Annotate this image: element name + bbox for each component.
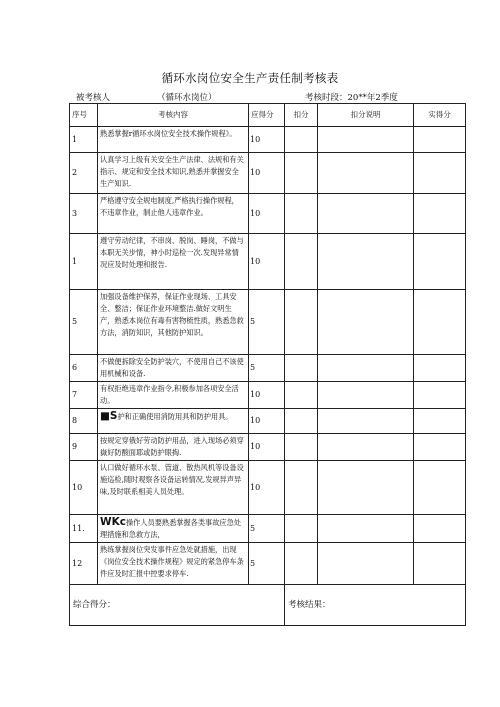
row-deduct-note bbox=[318, 234, 414, 290]
row-number: 5 bbox=[70, 290, 98, 355]
row-content-text: 认口做好循环水泵、管道、散热风机等设备设施巡检,随时观察各设备运转情况,发规异声异味,及时联系相美人员处理。 bbox=[100, 463, 244, 496]
row-score: 10 bbox=[249, 409, 285, 434]
row-content bbox=[98, 409, 249, 434]
row-content bbox=[98, 153, 249, 194]
header-score: 应得分 bbox=[249, 104, 285, 127]
header-no: 序号 bbox=[70, 104, 98, 127]
period-label: 考核时段：20**年2季度 bbox=[305, 93, 398, 103]
row-score: 5 bbox=[249, 543, 285, 585]
row-score: 10 bbox=[249, 127, 285, 153]
row-actual bbox=[414, 355, 466, 382]
row-actual bbox=[414, 290, 466, 355]
row-content bbox=[98, 434, 249, 461]
row-deduct-note bbox=[318, 515, 414, 543]
row-deduct-note bbox=[318, 194, 414, 234]
row-content bbox=[98, 194, 249, 234]
total-score-cell: 综合得分： bbox=[70, 585, 285, 626]
row-actual bbox=[414, 543, 466, 585]
row-score: 5 bbox=[249, 515, 285, 543]
row-score: 10 bbox=[249, 434, 285, 461]
row-content-prefix: WKc bbox=[100, 516, 126, 528]
row-deduct bbox=[285, 461, 318, 515]
row-score: 10 bbox=[249, 194, 285, 234]
table-row bbox=[70, 434, 466, 461]
row-deduct-note bbox=[318, 290, 414, 355]
row-content bbox=[98, 461, 249, 515]
row-score: 10 bbox=[249, 461, 285, 515]
row-deduct-note bbox=[318, 153, 414, 194]
row-deduct bbox=[285, 543, 318, 585]
row-content bbox=[98, 382, 249, 409]
header-content: 考核内容 bbox=[98, 104, 249, 127]
row-content bbox=[98, 515, 249, 543]
row-actual bbox=[414, 194, 466, 234]
page-title: 循环水岗位安全生产责任制考核表 bbox=[161, 71, 339, 85]
row-content bbox=[98, 127, 249, 153]
row-deduct bbox=[285, 153, 318, 194]
row-deduct bbox=[285, 355, 318, 382]
row-content-text: 不做便拆除安全防护装穴，不使用自己不该使用机械和设备. bbox=[100, 357, 244, 378]
row-content-text: 熟练掌握岗位突发事件应急处就措施，出现《岗位安全技术操作规程》规定的紧急停车条件应及时汇报中控要求停车. bbox=[100, 545, 244, 578]
row-number: 7 bbox=[70, 382, 98, 409]
table-header-row bbox=[70, 104, 466, 127]
row-content-text: 护和正确使用消防用具和防护用具。 bbox=[117, 412, 233, 421]
row-score: 10 bbox=[249, 234, 285, 290]
row-content-text: 加强设备维护保养，保证作业现场、工具安全、整洁；保证作业环境整洁.做好文明生产，熟悉本岗位有毒有害物梳性质，熟悉急救方法，消防知识，其他防护知识。 bbox=[100, 292, 244, 337]
row-number: 1 bbox=[70, 127, 98, 153]
header-actual: 实得分 bbox=[414, 104, 466, 127]
row-score: 10 bbox=[249, 382, 285, 409]
row-actual bbox=[414, 434, 466, 461]
row-content-text: 按规定穿俄好劳动防护用品，进入现场必须穿嶽好防酸面耶或防护眼掏. bbox=[100, 436, 244, 457]
row-deduct bbox=[285, 434, 318, 461]
row-actual bbox=[414, 515, 466, 543]
row-actual bbox=[414, 382, 466, 409]
row-number: 2 bbox=[70, 153, 98, 194]
header-deduct: 扣分 bbox=[285, 104, 318, 127]
row-content bbox=[98, 290, 249, 355]
row-deduct bbox=[285, 290, 318, 355]
row-deduct bbox=[285, 234, 318, 290]
table-row bbox=[70, 355, 466, 382]
row-number: 9 bbox=[70, 434, 98, 461]
row-number: 8 bbox=[70, 409, 98, 434]
table-row bbox=[70, 409, 466, 434]
row-deduct bbox=[285, 409, 318, 434]
table-row bbox=[70, 382, 466, 409]
footer-row bbox=[70, 585, 466, 626]
row-deduct-note bbox=[318, 382, 414, 409]
result-cell: 考核结果： bbox=[285, 585, 466, 626]
row-number: 1 bbox=[70, 234, 98, 290]
row-number: 6 bbox=[70, 355, 98, 382]
row-number: 12 bbox=[70, 543, 98, 585]
table-row bbox=[70, 543, 466, 585]
row-deduct-note bbox=[318, 409, 414, 434]
table-row bbox=[70, 290, 466, 355]
row-deduct-note bbox=[318, 543, 414, 585]
table-row bbox=[70, 153, 466, 194]
row-content-text: 严格遵守安全规电制度,严格执行操作规程，不违章作业，制止他人违章作业。 bbox=[100, 196, 239, 217]
row-score: 5 bbox=[249, 290, 285, 355]
examinee-label: 被考核人 bbox=[76, 93, 111, 103]
row-content bbox=[98, 543, 249, 585]
row-number: 11. bbox=[70, 515, 98, 543]
row-actual bbox=[414, 461, 466, 515]
table-row bbox=[70, 234, 466, 290]
row-number: 10 bbox=[70, 461, 98, 515]
row-deduct-note bbox=[318, 461, 414, 515]
row-score: 10 bbox=[249, 153, 285, 194]
row-deduct-note bbox=[318, 434, 414, 461]
table-row bbox=[70, 515, 466, 543]
row-deduct bbox=[285, 382, 318, 409]
row-number: 3 bbox=[70, 194, 98, 234]
row-content bbox=[98, 234, 249, 290]
row-deduct-note bbox=[318, 127, 414, 153]
table-row bbox=[70, 461, 466, 515]
assessment-table bbox=[69, 103, 466, 626]
row-content-prefix: ■S bbox=[100, 410, 118, 422]
row-deduct-note bbox=[318, 355, 414, 382]
table-row bbox=[70, 194, 466, 234]
table-row bbox=[70, 127, 466, 153]
row-content-text: 操作人员要熟悉掌握各类事故应急处理措施和急救方法， bbox=[100, 518, 241, 539]
row-content-text: 有权拒绝违章作业指令,积极参加各项安全活动。 bbox=[100, 384, 239, 405]
row-actual bbox=[414, 127, 466, 153]
row-score: 5 bbox=[249, 355, 285, 382]
row-actual bbox=[414, 153, 466, 194]
row-content-text: 遵守劳动纪律，不串岗、脱岗、睡岗，不做与本职无关步情，神小时巡检一次.发现异常情况应及时处理和报告. bbox=[100, 236, 244, 269]
row-content bbox=[98, 355, 249, 382]
header-deduct-note: 扣分说明 bbox=[318, 104, 414, 127]
row-deduct bbox=[285, 127, 318, 153]
post-label: （循环水岗位） bbox=[157, 93, 217, 103]
row-deduct bbox=[285, 515, 318, 543]
row-content-text: 熟悉掌握r循环水岗位安全技术操作规程》。 bbox=[100, 129, 237, 138]
row-actual bbox=[414, 234, 466, 290]
row-content-text: 认真学习上级有关安全生产法律、法规和有关指示、规定和安全技术知识,熟悉并掌握安全生产知识. bbox=[100, 155, 244, 188]
row-deduct bbox=[285, 194, 318, 234]
row-actual bbox=[414, 409, 466, 434]
